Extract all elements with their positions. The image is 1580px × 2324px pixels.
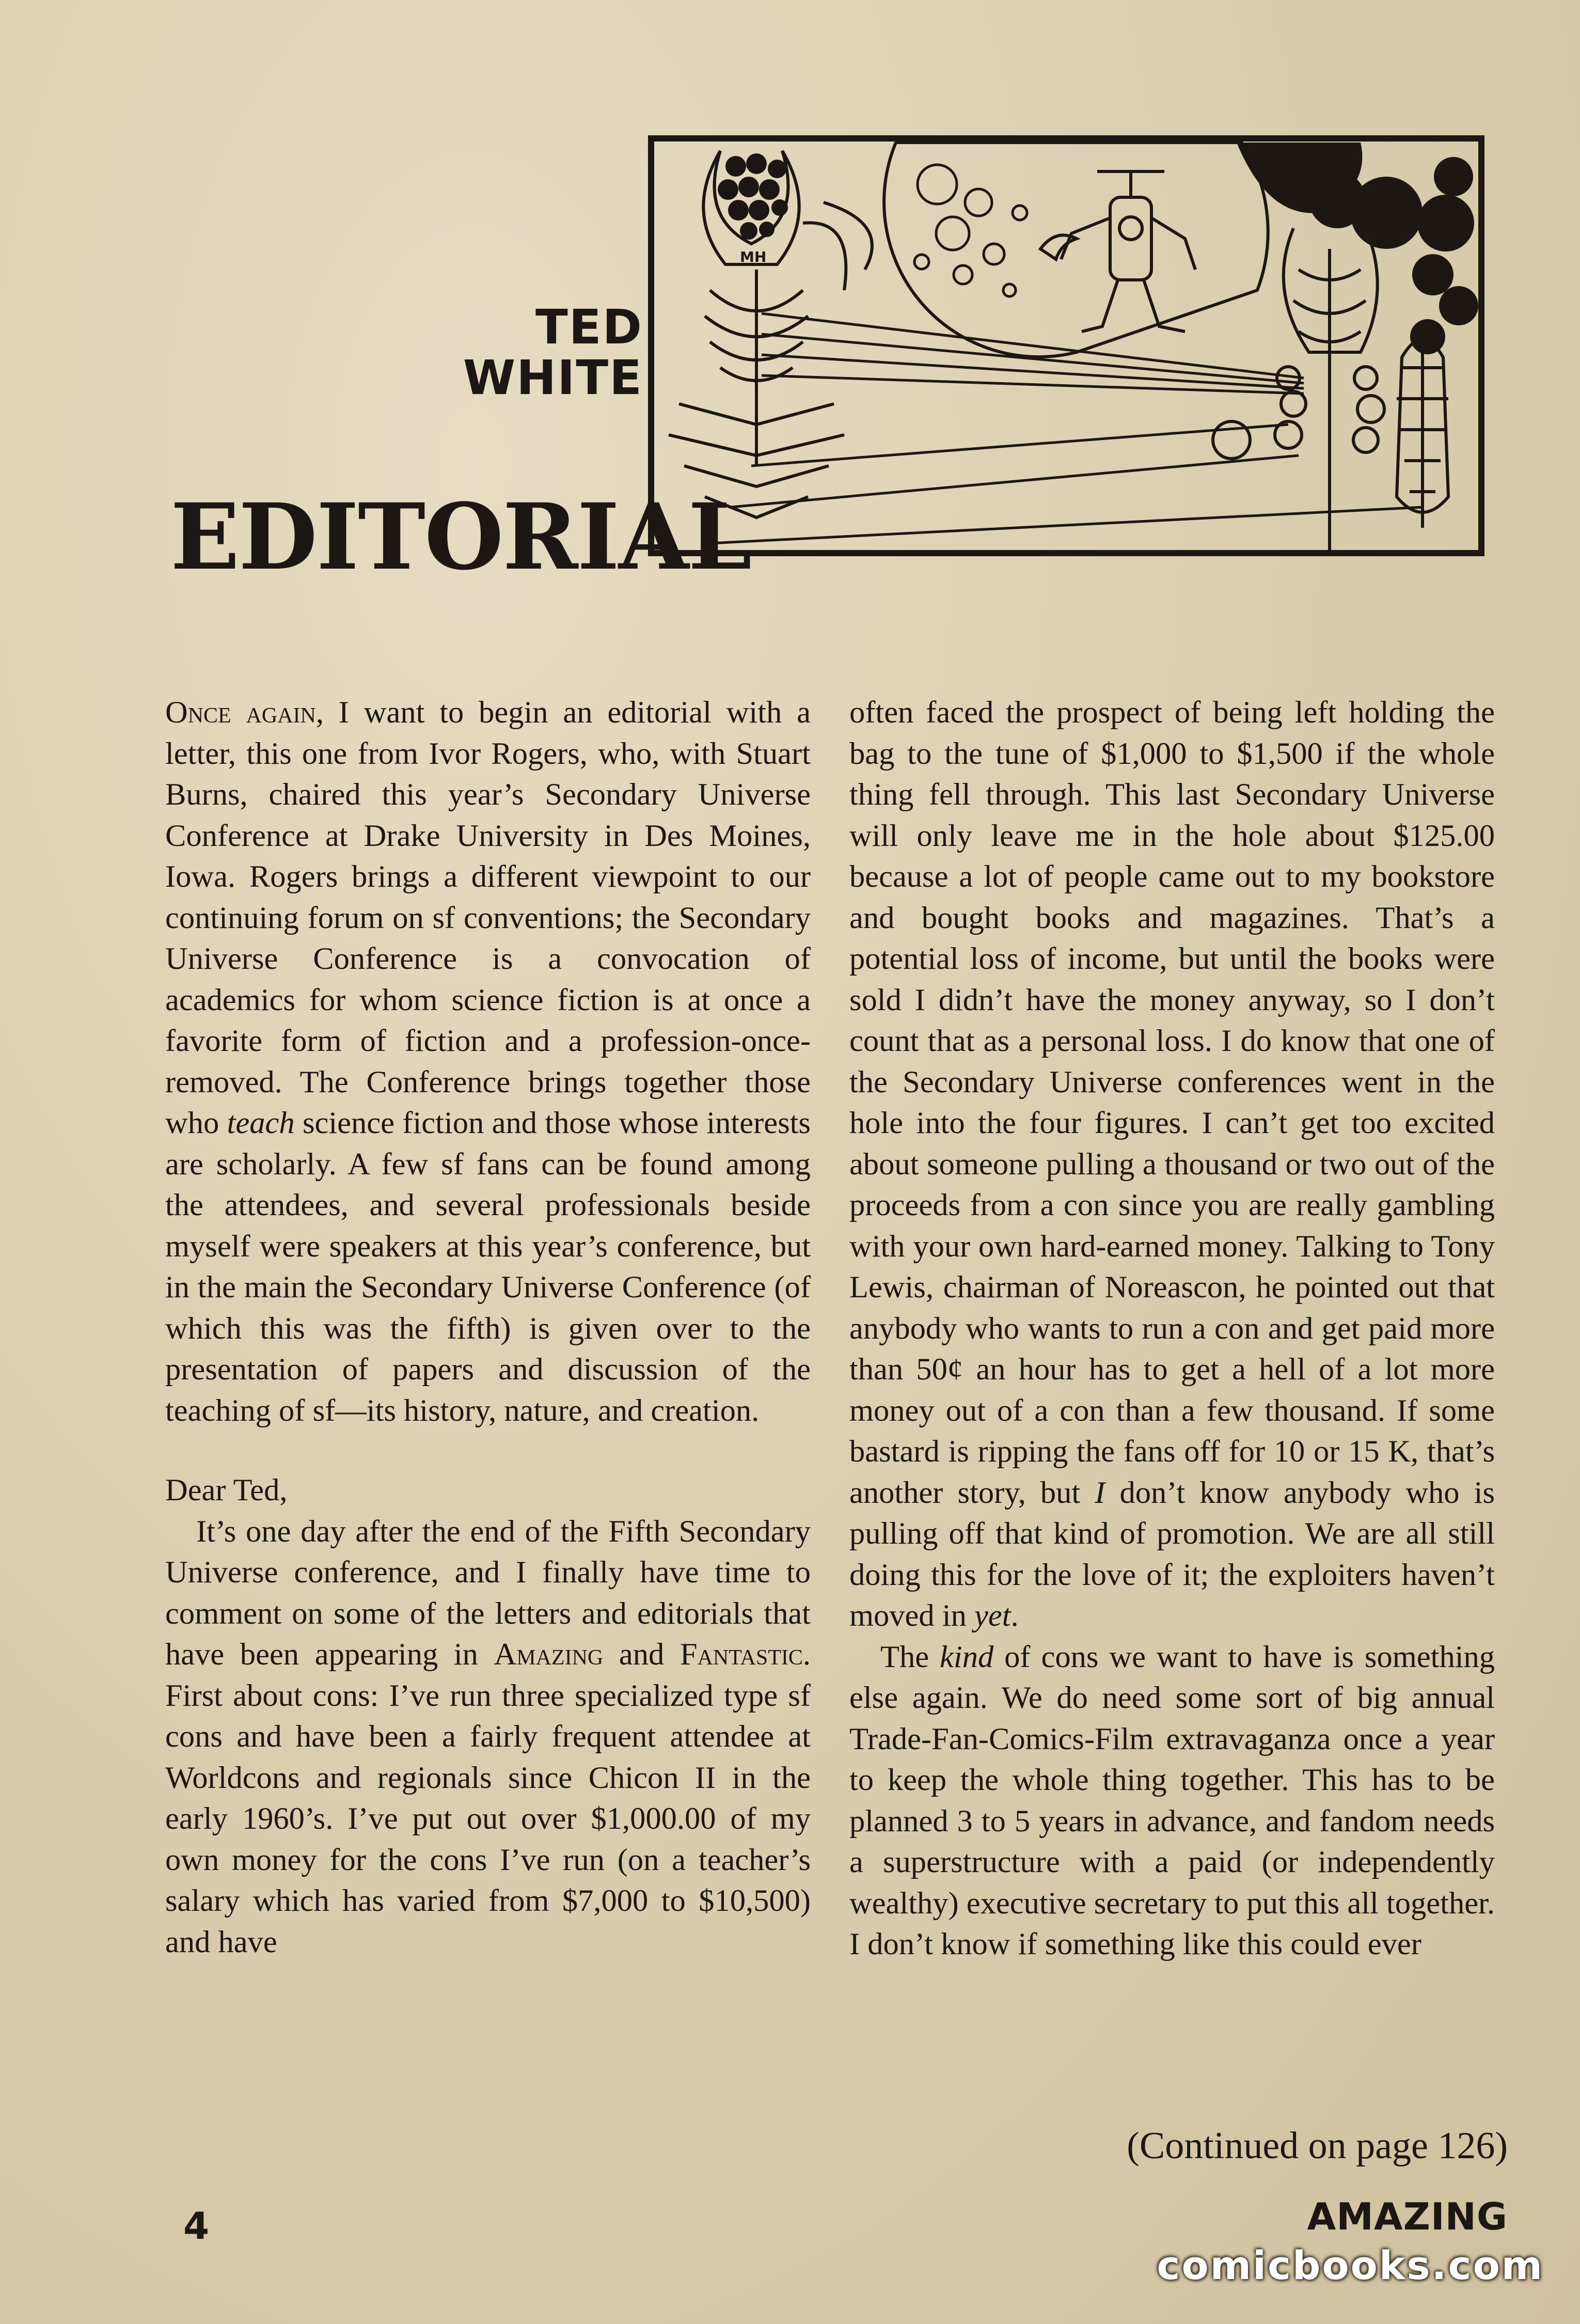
letter-text: don’t know anybody who is pulling off that kind of promotion. We are all still doing this for the love of it; the exploiters haven’t moved in: [849, 1475, 1495, 1633]
letter-salutation: Dear Ted,: [165, 1473, 288, 1508]
byline: [463, 302, 643, 403]
illustration-signature: MH: [740, 248, 767, 265]
intro-lead-in: Once again,: [165, 695, 324, 730]
intro-emphasis: teach: [227, 1106, 295, 1140]
author-first-name: TED: [535, 300, 643, 355]
letter-paragraph: [849, 1637, 1495, 1965]
letter-paragraph: [165, 1511, 811, 1963]
magazine-name-fantastic: Fantastic: [680, 1637, 803, 1672]
emphasis: kind: [940, 1639, 994, 1674]
header-illustration: [648, 135, 1484, 556]
intro-text: I want to begin an editorial with a letter, this one from Ivor Rogers, who, with Stuart Burns, chaired this year’s Secondary Universe Conference at Drake University in Des Moines, Iowa. Rogers brings a different viewpoint to our continuing forum on sf conventions; the Secondary Universe Conference is a convocation of academics for whom science fiction is at once a favorite form of fiction and a profession-once-removed. The Conference brings together those who: [165, 695, 811, 1140]
letter-text-continued: . First about cons: I’ve run three specialized type sf cons and have been a fairly frequent attendee at Worldcons and regionals since Chicon II in the early 1960’s. I’ve put out over $1,000.00 of my own money for the cons I’ve run (on a teacher’s salary which has varied from $7,000 to $10,500) and have: [165, 1637, 811, 1959]
article-column-right: [849, 692, 1495, 1965]
intro-text-tail: science fiction and those whose interests are scholarly. A few sf fans can be found among the attendees, and several professionals beside myself were speakers at this year’s conference, but in the main the Secondary Universe Conference (of which this was the fifth) is given over to the presentation of papers and discussion of the teaching of sf—its history, nature, and creation.: [165, 1106, 811, 1428]
page-title: EDITORIAL: [170, 483, 751, 590]
author-last-name: WHITE: [463, 350, 643, 405]
letter-conjunction: and: [603, 1637, 680, 1672]
letter-text: .: [1010, 1598, 1019, 1633]
magazine-footer-name: AMAZING: [1307, 2195, 1508, 2238]
continued-notice: (Continued on page 126): [1127, 2125, 1508, 2167]
watermark: comicbooks.com: [1157, 2242, 1544, 2288]
letter-paragraph-continued: [849, 692, 1495, 1637]
letter-text: It’s one day after the end of the Fifth Secondary Universe conference, and I finally have time to comment on some of the letters and editorials that have been appearing in: [165, 1514, 811, 1672]
letter-text: often faced the prospect of being left holding the bag to the tune of $1,000 to $1,500 if the whole thing fell through. This last Secondary Universe will only leave me in the hole about $125.00 because a lot of people came out to my bookstore and bought books and magazines. That’s a potential loss of income, but until the books were sold I didn’t have the money anyway, so I don’t count that as a personal loss. I do know that one of the Secondary Universe conferences went in the hole into the four figures. I can’t get too excited about someone pulling a thousand or two out of the proceeds from a con since you are really gambling with your own hard-earned money. Talking to Tony Lewis, chairman of Noreascon, he pointed out that anybody who wants to run a con and get paid more than 50¢ an hour has to get a hell of a lot more money out of a con than a few thousand. If some bastard is ripping the fans off for 10 or 15 K, that’s another story, but: [849, 695, 1495, 1510]
emphasis: I: [1095, 1475, 1105, 1510]
article-column-left: [165, 692, 811, 1962]
magazine-name-amazing: Amazing: [494, 1637, 604, 1672]
page-number: 4: [183, 2204, 210, 2248]
letter-text: of cons we want to have is something else again. We do need some sort of big annual Trade-Fan-Comics-Film extravaganza once a year to keep the whole thing together. This has to be planned 3 to 5 years in advance, and fandom needs a superstructure with a paid (or independently wealthy) executive secretary to put this all together. I don’t know if something like this could ever: [849, 1639, 1495, 1961]
letter-text: The: [880, 1639, 940, 1674]
emphasis: yet: [974, 1598, 1011, 1633]
intro-paragraph: [165, 692, 811, 1431]
